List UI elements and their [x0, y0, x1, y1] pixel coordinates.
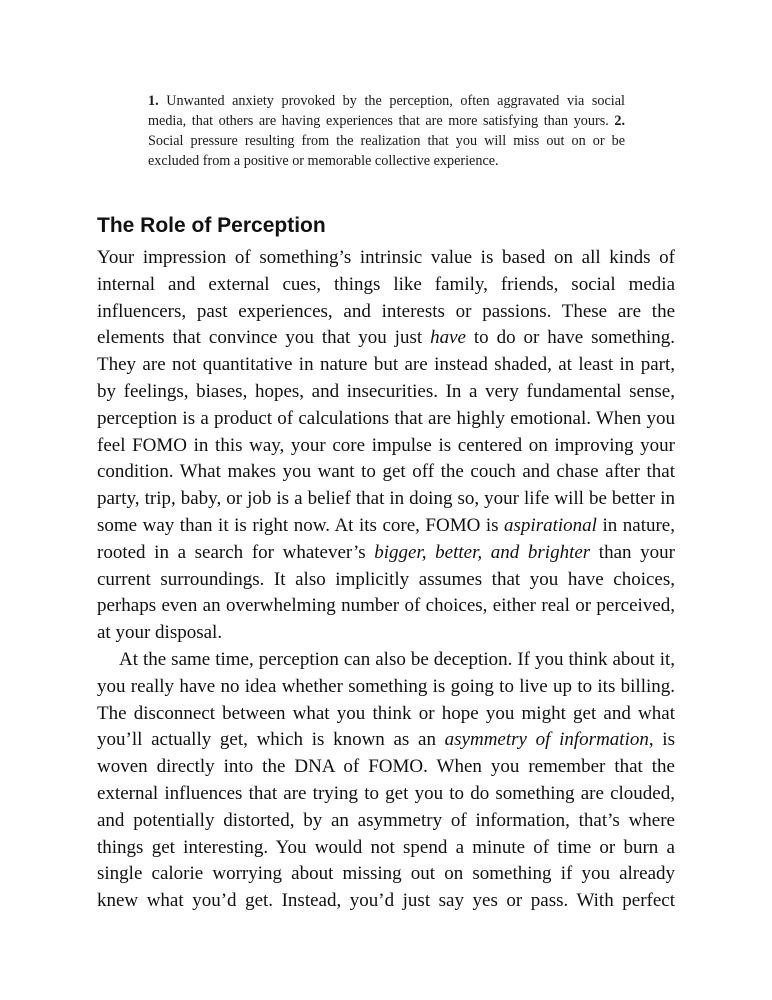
paragraph-2-text-a: At the same time, perception can also be deception. If you think about it, you really have no idea whether something is going to live up to its billing. The disconnect between what you think or hope you might get and what you’ll actually get, which is known as an: [97, 648, 675, 751]
paragraph-1-text-d: than your current surroundings. It also implicitly assumes that you have choices, perhaps even an overwhelming number of choices, either real or perceived, at your disposal.: [97, 541, 675, 644]
paragraph-1-text-a: Your impression of something’s intrinsic value is based on all kinds of internal and external cues, things like family, friends, social media influencers, past experiences, and interests or passions. These are the elements that convince you that you just: [97, 247, 675, 349]
paragraph-1-text-c: in nature, rooted in a search for whatever’s: [97, 514, 675, 563]
paragraph-1-emphasis-aspirational: aspirational: [504, 514, 597, 536]
definition-text-2: Social pressure resulting from the realization that you will miss out on or be excluded from a positive or memorable collective experience.: [148, 133, 625, 169]
section-body: [97, 245, 675, 915]
paragraph-1-emphasis-have: have: [430, 327, 466, 349]
paragraph-2: [97, 647, 675, 915]
paragraph-1: [97, 245, 675, 647]
paragraph-2-text-b: , is woven directly into the DNA of FOMO. When you remember that the external influences that are trying to get you to do something are clouded, and potentially distorted, by an asymmetry of information, that’s where things get interesting. You would not spend a minute of time or burn a single calorie worrying about missing out on something if you already knew what you’d get. Instead, you’d just say yes or pass. With perfect: [97, 729, 675, 912]
paragraph-1-emphasis-bigger-better-brighter: bigger, better, and brighter: [374, 541, 591, 563]
fomo-definition: [148, 91, 625, 171]
definition-number-1: 1.: [148, 93, 159, 109]
definition-text-1: Unwanted anxiety provoked by the perception, often aggravated via social media, that others are having experiences that are more satisfying than yours.: [148, 93, 625, 129]
paragraph-2-emphasis-asymmetry: asymmetry of information: [444, 729, 649, 751]
section-heading: The Role of Perception: [97, 214, 326, 237]
paragraph-1-text-b: to do or have something. They are not quantitative in nature but are instead shaded, at least in part, by feelings, biases, hopes, and insecurities. In a very fundamental sense, perception is a product of calculations that are highly emotional. When you feel FOMO in this way, your core impulse is centered on improving your condition. What makes you want to get off the couch and chase after that party, trip, baby, or job is a belief that in doing so, your life will be better in some way than it is right now. At its core, FOMO is: [97, 327, 676, 536]
definition-number-2: 2.: [614, 113, 625, 129]
